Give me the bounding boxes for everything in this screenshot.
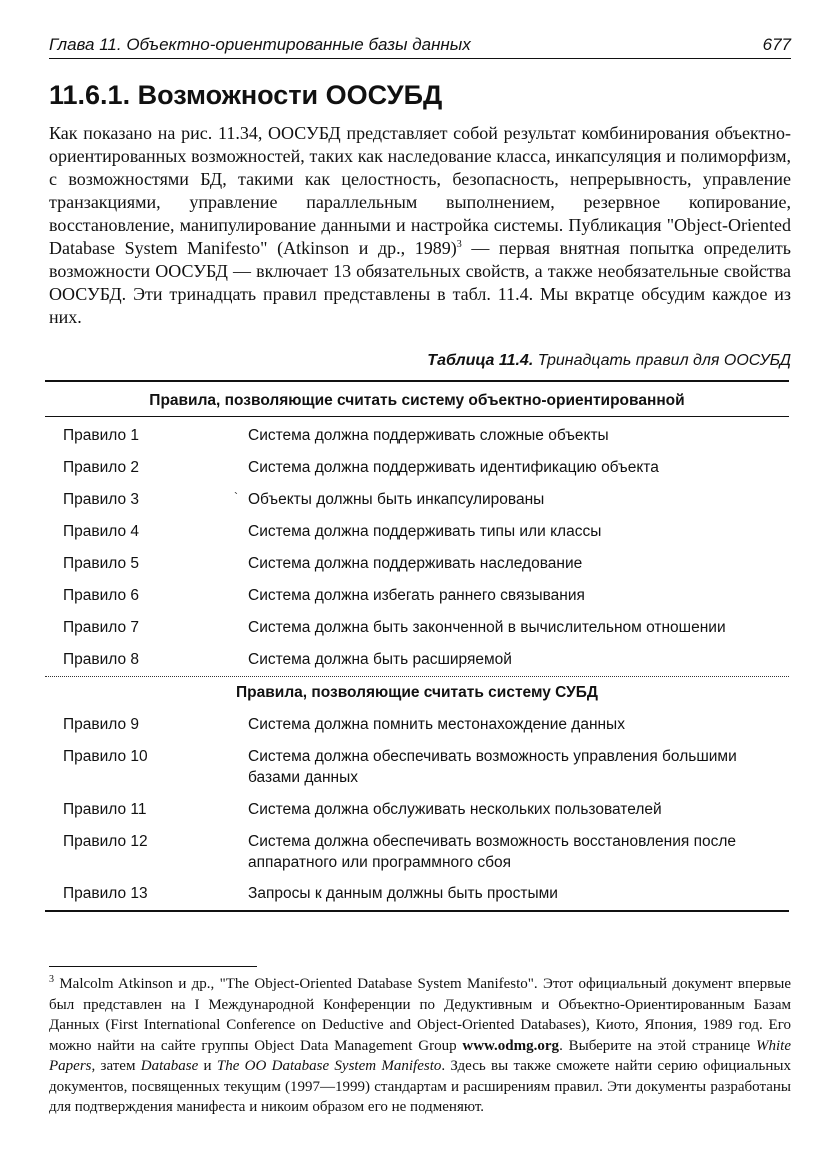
rule-text: Система должна обслуживать нескольких пользователей	[248, 801, 662, 818]
rule-text: Объекты должны быть инкапсулированы	[248, 491, 545, 508]
footnote-mark: 3	[49, 974, 54, 985]
rule-name: Правило 12	[63, 833, 148, 850]
footnote-text: Malcolm Atkinson и др., "The Object-Oriented Database System Manifesto". Этот официальный документ впервые был представлен на I Международной Конференции по Дедуктивным и Объектно-Ориентированным Базам Данных (First International Conference on Deductive and Object-Oriented Databases), Киото, Япония, 1989 год. Его можно найти на сайте группы Object Data Management Group	[49, 976, 791, 1054]
rule-name: Правило 6	[63, 587, 140, 604]
footnote-link-white-papers: White Papers	[49, 1037, 791, 1074]
group-heading-dbms: Правила, позволяющие считать систему СУБД	[236, 684, 598, 701]
rule-text: Система должна поддерживать типы или классы	[248, 523, 602, 540]
rule-text: Система должна обеспечивать возможность восстановления после аппаратного или программного сбоя	[248, 833, 736, 871]
group-separator	[45, 676, 789, 677]
rule-text: Система должна избегать раннего связывания	[248, 587, 585, 604]
rule-text: Система должна поддерживать наследование	[248, 555, 583, 572]
footnote-text: и	[198, 1058, 217, 1074]
footnote-text: . Здесь вы также сможете найти серию официальных документов, посвященных текущим (1997—1999) стандартам и расширениям правил. Эти документы разработаны для подтверждения манифеста и никоим образом его не подменяют.	[49, 1058, 791, 1115]
table-bottom-rule	[45, 910, 789, 912]
rule-text: Система должна быть законченной в вычислительном отношении	[248, 619, 726, 636]
footnote-manifesto-title: The OO Database System Manifesto	[216, 1058, 442, 1074]
rule-text: Система должна помнить местонахождение данных	[248, 716, 625, 733]
rule-name: Правило 5	[63, 555, 140, 572]
rule-name: Правило 11	[63, 801, 147, 818]
footnote-reference[interactable]: 3	[456, 239, 462, 250]
rule-name: Правило 3	[63, 491, 140, 508]
rule-name: Правило 2	[63, 459, 140, 476]
footnote-url[interactable]: www.odmg.org	[462, 1037, 560, 1054]
footnote-link-database: Database	[140, 1058, 199, 1074]
rule-text: Система должна поддерживать сложные объекты	[248, 427, 609, 444]
table-caption	[427, 351, 791, 371]
footnote	[49, 974, 791, 1118]
rule-name: Правило 9	[63, 716, 140, 733]
footnote-text: . Выберите на этой странице	[559, 1037, 756, 1054]
rule-name: Правило 13	[63, 885, 148, 902]
rule-text: Система должна быть расширяемой	[248, 651, 512, 668]
footnote-separator	[49, 966, 257, 967]
stray-tick-mark: `	[234, 490, 238, 504]
rule-name: Правило 8	[63, 651, 140, 668]
running-header	[49, 34, 791, 59]
chapter-title: Глава 11. Объектно-ориентированные базы данных	[49, 35, 471, 54]
rule-name: Правило 4	[63, 523, 140, 540]
section-title: 11.6.1. Возможности ООСУБД	[49, 80, 443, 110]
table-caption-number: Таблица 11.4.	[427, 352, 534, 369]
page-number: 677	[762, 35, 791, 54]
table-caption-text: Тринадцать правил для ООСУБД	[537, 352, 791, 369]
table-heading-rule	[45, 416, 789, 417]
paragraph-text-2: — первая внятная попытка определить возможности ООСУБД — включает 13 обязательных свойств, а также необязательные свойства ООСУБД. Эти тринадцать правил представлены в табл. 11.4. Мы вкратце обсудим каждое из них.	[49, 238, 791, 327]
rule-text: Система должна обеспечивать возможность управления большими базами данных	[248, 748, 737, 786]
rule-name: Правило 7	[63, 619, 140, 636]
footnote-text: , затем	[91, 1058, 141, 1074]
rule-text: Запросы к данным должны быть простыми	[248, 885, 558, 902]
rule-text: Система должна поддерживать идентификацию объекта	[248, 459, 659, 476]
group-heading-oo: Правила, позволяющие считать систему объектно-ориентированной	[149, 392, 685, 409]
rule-name: Правило 10	[63, 748, 148, 765]
rule-name: Правило 1	[63, 427, 140, 444]
paragraph-text-1: Как показано на рис. 11.34, ООСУБД представляет собой результат комбинирования объектно-ориентированных возможностей, таких как наследование класса, инкапсуляция и полиморфизм, с возможностями БД, такими как целостность, безопасность, непрерывность, управление транзакциями, управление параллельным выполнением, резервное копирование, восстановление, манипулирование данными и настройка системы. Публикация "Object-Oriented Database System Manifesto" (Atkinson и др., 1989)	[49, 123, 791, 258]
body-paragraph	[49, 122, 791, 329]
table-top-rule	[45, 380, 789, 382]
